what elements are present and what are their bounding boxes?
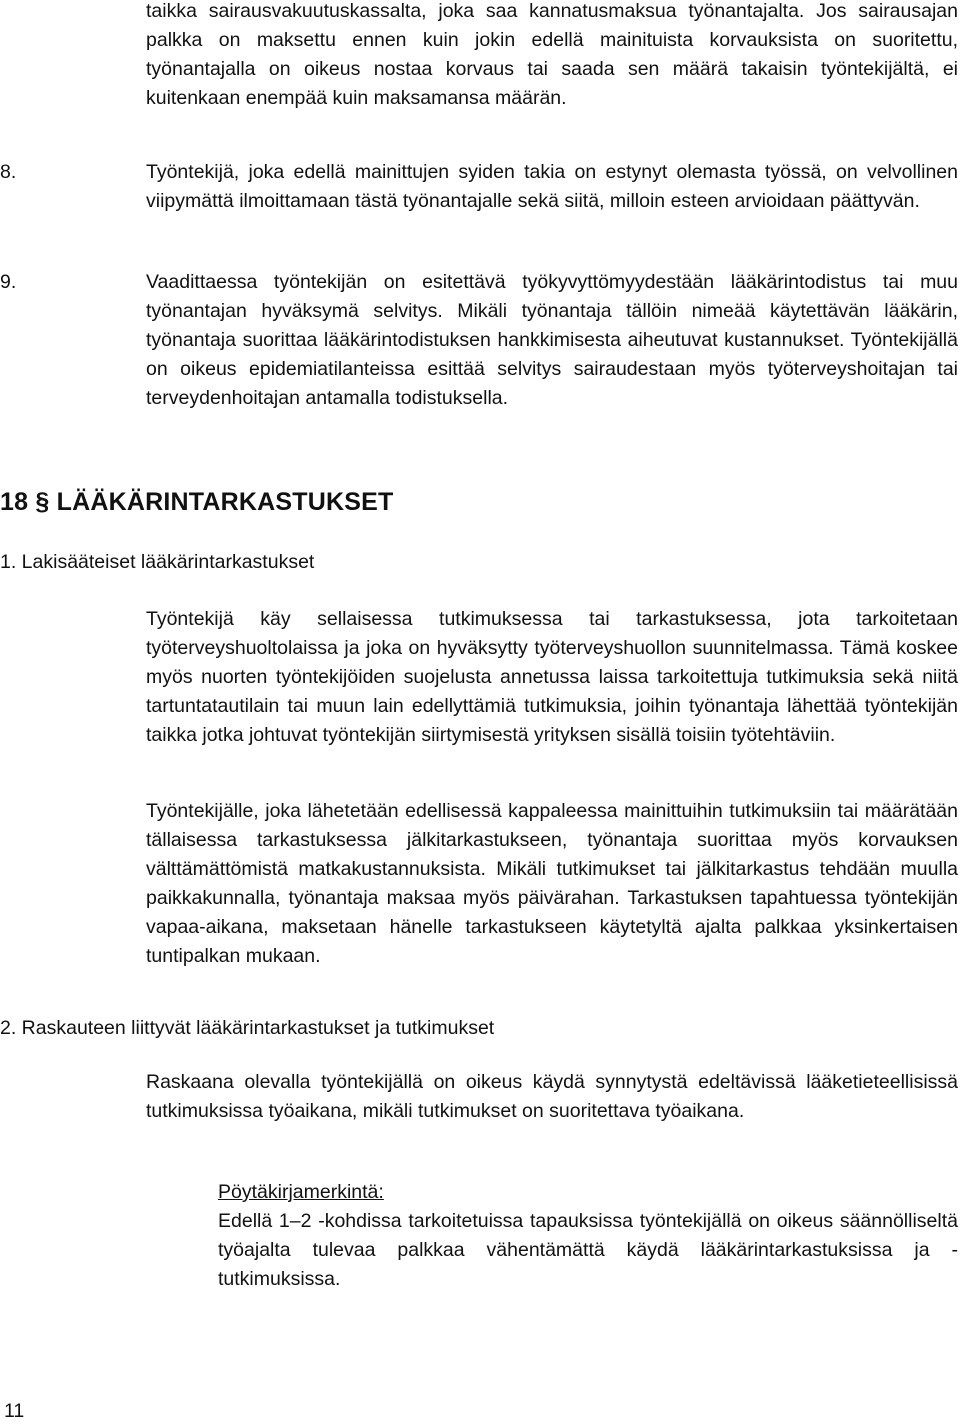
protocol-note-text: Edellä 1–2 -kohdissa tarkoitetuissa tapauksissa työntekijällä on oikeus säännölliseltä työajalta tulevaa palkkaa vähentämättä käydä lääkärintarkastuksissa ja -tutkimuksissa. xyxy=(218,1210,958,1290)
continuation-paragraph: taikka sairausvakuutuskassalta, joka saa kannatusmaksua työnantajalta. Jos sairausajan palkka on maksettu ennen kuin jokin edellä mainituista korvauksista on suoritettu, työnantajalla on oikeus nostaa korvaus tai saada sen määrä takaisin työntekijältä, ei kuitenkaan enempää kuin maksamansa määrän. xyxy=(146,0,958,109)
item-8-text: Työntekijä, joka edellä mainittujen syiden takia on estynyt olemasta työssä, on velvollinen viipymättä ilmoittamaan tästä työnantajalle sekä siitä, milloin esteen arvioidaan päättyvän. xyxy=(146,161,958,212)
item-number-8: 8. xyxy=(0,161,17,183)
subsection-2-paragraph-1: Raskaana olevalla työntekijällä on oikeus käydä synnytystä edeltävissä lääketieteellisissä tutkimuksissa työaikana, mikäli tutkimukset on suoritettava työaikana. xyxy=(146,1071,958,1122)
page-number: 11 xyxy=(4,1400,25,1422)
protocol-note xyxy=(218,1178,958,1294)
section-heading: 18 § LÄÄKÄRINTARKASTUKSET xyxy=(0,488,394,516)
item-number-9: 9. xyxy=(0,271,17,293)
subsection-title-1: 1. Lakisääteiset lääkärintarkastukset xyxy=(0,551,315,573)
subsection-1-paragraph-1: Työntekijä käy sellaisessa tutkimuksessa tai tarkastuksessa, jota tarkoitetaan työterveyshuoltolaissa ja joka on hyväksytty työterveyshuollon suunnitelmassa. Tämä koskee myös nuorten työntekijöiden suojelusta annetussa laissa tarkoitettuja tutkimuksia sekä niitä tartuntatautilain tai muun lain edellyttämiä tutkimuksia, joihin työnantaja lähettää työntekijän taikka jotka johtuvat työntekijän siirtymisestä yrityksen sisällä toisiin työtehtäviin. xyxy=(146,608,958,746)
subsection-1-paragraph-2: Työntekijälle, joka lähetetään edellisessä kappaleessa mainittuihin tutkimuksiin tai määrätään tällaisessa tarkastuksessa jälkitarkastukseen, työnantaja suorittaa myös korvauksen välttämättömistä matkakustannuksista. Mikäli tutkimukset tai jälkitarkastus tehdään muulla paikkakunnalla, työnantaja maksaa myös päivärahan. Tarkastuksen tapahtuessa työntekijän vapaa-aikana, maksetaan hänelle tarkastukseen käytetyltä ajalta palkkaa yksinkertaisen tuntipalkan mukaan. xyxy=(146,800,958,967)
protocol-note-label: Pöytäkirjamerkintä: xyxy=(218,1181,384,1203)
item-9-text: Vaadittaessa työntekijän on esitettävä työkyvyttömyydestään lääkärintodistus tai muu työnantajan hyväksymä selvitys. Mikäli työnantaja tällöin nimeää käytettävän lääkärin, työnantaja suorittaa lääkärintodistuksen hankkimisesta aiheutuvat kustannukset. Työntekijällä on oikeus epidemiatilanteissa esittää selvitys sairaudestaan myös työterveyshoitajan tai terveydenhoitajan antamalla todistuksella. xyxy=(146,271,958,409)
subsection-title-2: 2. Raskauteen liittyvät lääkärintarkastukset ja tutkimukset xyxy=(0,1017,495,1039)
